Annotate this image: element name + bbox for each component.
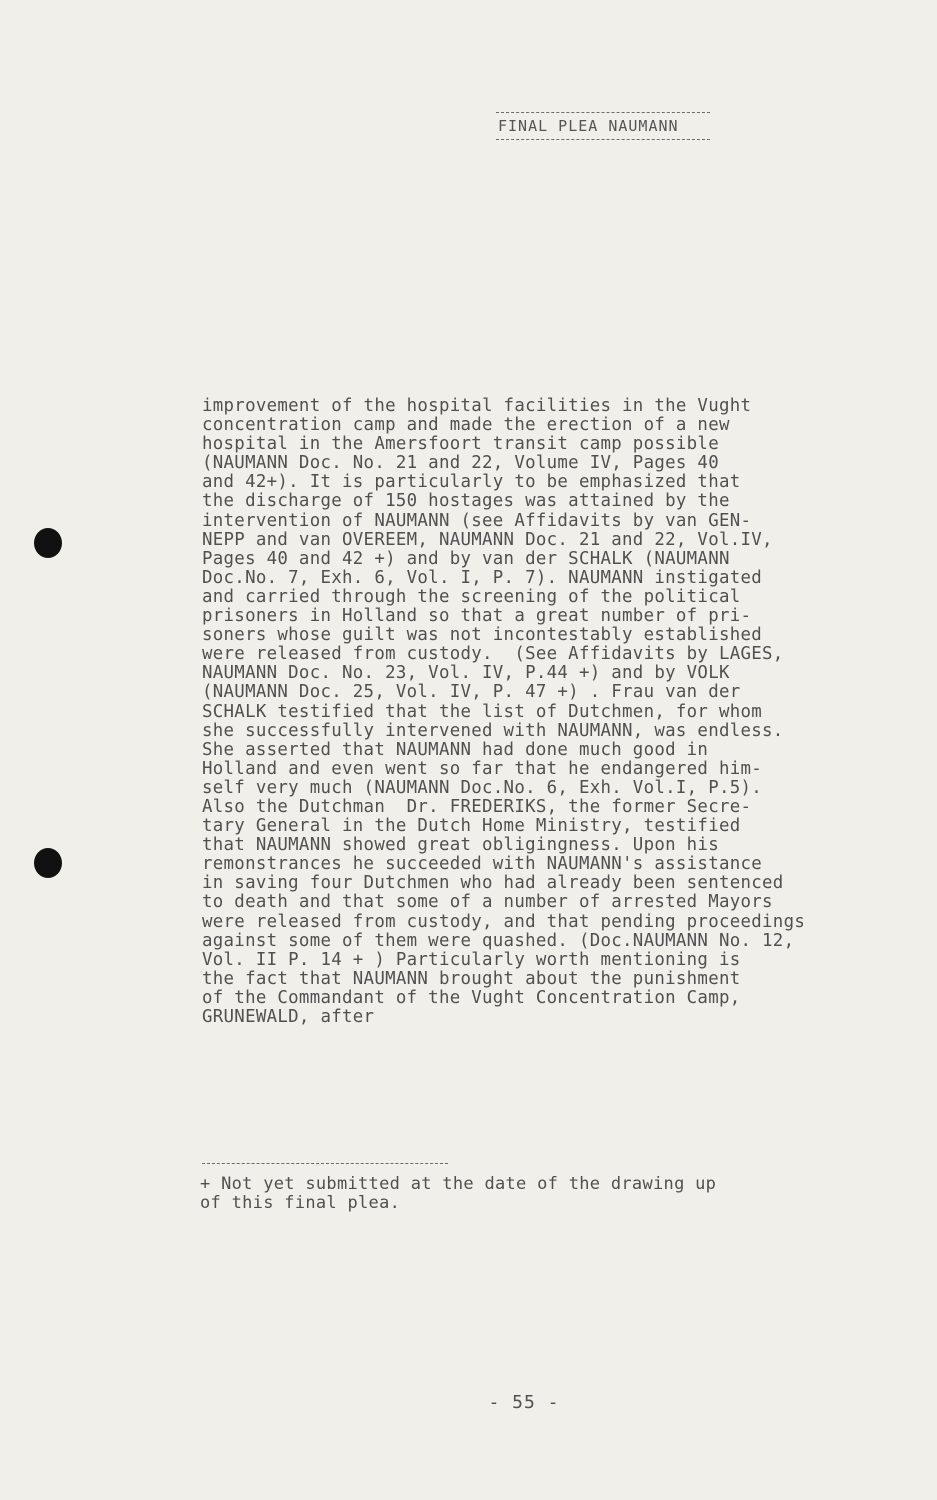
footnote-divider [202,1163,448,1164]
body-line: (NAUMANN Doc. 25, Vol. IV, P. 47 +) . Frau van der [202,682,741,703]
body-line: tary General in the Dutch Home Ministry, testified [202,816,741,837]
body-line: of the Commandant of the Vught Concentration Camp, [202,987,741,1008]
body-line: and carried through the screening of the political [202,586,741,607]
body-line: self very much (NAUMANN Doc.No. 6, Exh. Vol.I, P.5). [202,777,763,798]
body-line: Vol. II P. 14 + ) Particularly worth mentioning is [202,949,741,970]
body-line: improvement of the hospital facilities in the Vught [202,396,752,416]
punch-hole-bottom [34,848,62,878]
body-line: remonstrances he succeeded with NAUMANN's assistance [202,854,763,875]
body-line: in saving four Dutchmen who had already been sentenced [202,873,784,894]
body-paragraph [202,397,882,1027]
body-line: Pages 40 and 42 +) and by van der SCHALK (NAUMANN [202,548,730,569]
body-line: Holland and even went so far that he endangered him- [202,758,763,779]
page-number: - 55 - [488,1392,560,1413]
body-line: were released from custody. (See Affidavits by LAGES, [202,644,784,665]
footnote [200,1175,820,1213]
body-line: were released from custody, and that pending proceedings [202,911,806,932]
body-line: against some of them were quashed. (Doc.NAUMANN No. 12, [202,930,795,951]
body-line: that NAUMANN showed great obligingness. Upon his [202,835,719,856]
header-rule-bottom [496,139,710,140]
body-line: soners whose guilt was not incontestably established [202,625,763,646]
document-title: FINAL PLEA NAUMANN [498,117,679,135]
body-line: prisoners in Holland so that a great number of pri- [202,606,752,627]
body-line: Doc.No. 7, Exh. 6, Vol. I, P. 7). NAUMANN instigated [202,567,763,588]
punch-hole-top [34,528,62,558]
body-line: she successfully intervened with NAUMANN, was endless. [202,720,784,741]
document-header [496,112,716,140]
body-line: GRUNEWALD, after [202,1007,375,1027]
footnote-line: + Not yet submitted at the date of the drawing up [200,1174,717,1194]
footnote-line: of this final plea. [200,1193,401,1213]
body-line: NEPP and van OVEREEM, NAUMANN Doc. 21 and 22, Vol.IV, [202,529,773,550]
body-line: the fact that NAUMANN brought about the punishment [202,968,741,989]
body-line: the discharge of 150 hostages was attained by the [202,491,730,512]
body-line: (NAUMANN Doc. No. 21 and 22, Volume IV, Pages 40 [202,453,719,474]
body-line: hospital in the Amersfoort transit camp possible [202,434,719,455]
body-line: SCHALK testified that the list of Dutchmen, for whom [202,701,763,722]
body-line: She asserted that NAUMANN had done much good in [202,739,709,760]
body-line: and 42+). It is particularly to be emphasized that [202,472,741,493]
body-line: NAUMANN Doc. No. 23, Vol. IV, P.44 +) and by VOLK [202,663,730,684]
body-line: concentration camp and made the erection of a new [202,415,730,436]
body-line: Also the Dutchman Dr. FREDERIKS, the former Secre- [202,796,752,817]
body-line: intervention of NAUMANN (see Affidavits by van GEN- [202,510,752,531]
body-line: to death and that some of a number of arrested Mayors [202,892,773,913]
